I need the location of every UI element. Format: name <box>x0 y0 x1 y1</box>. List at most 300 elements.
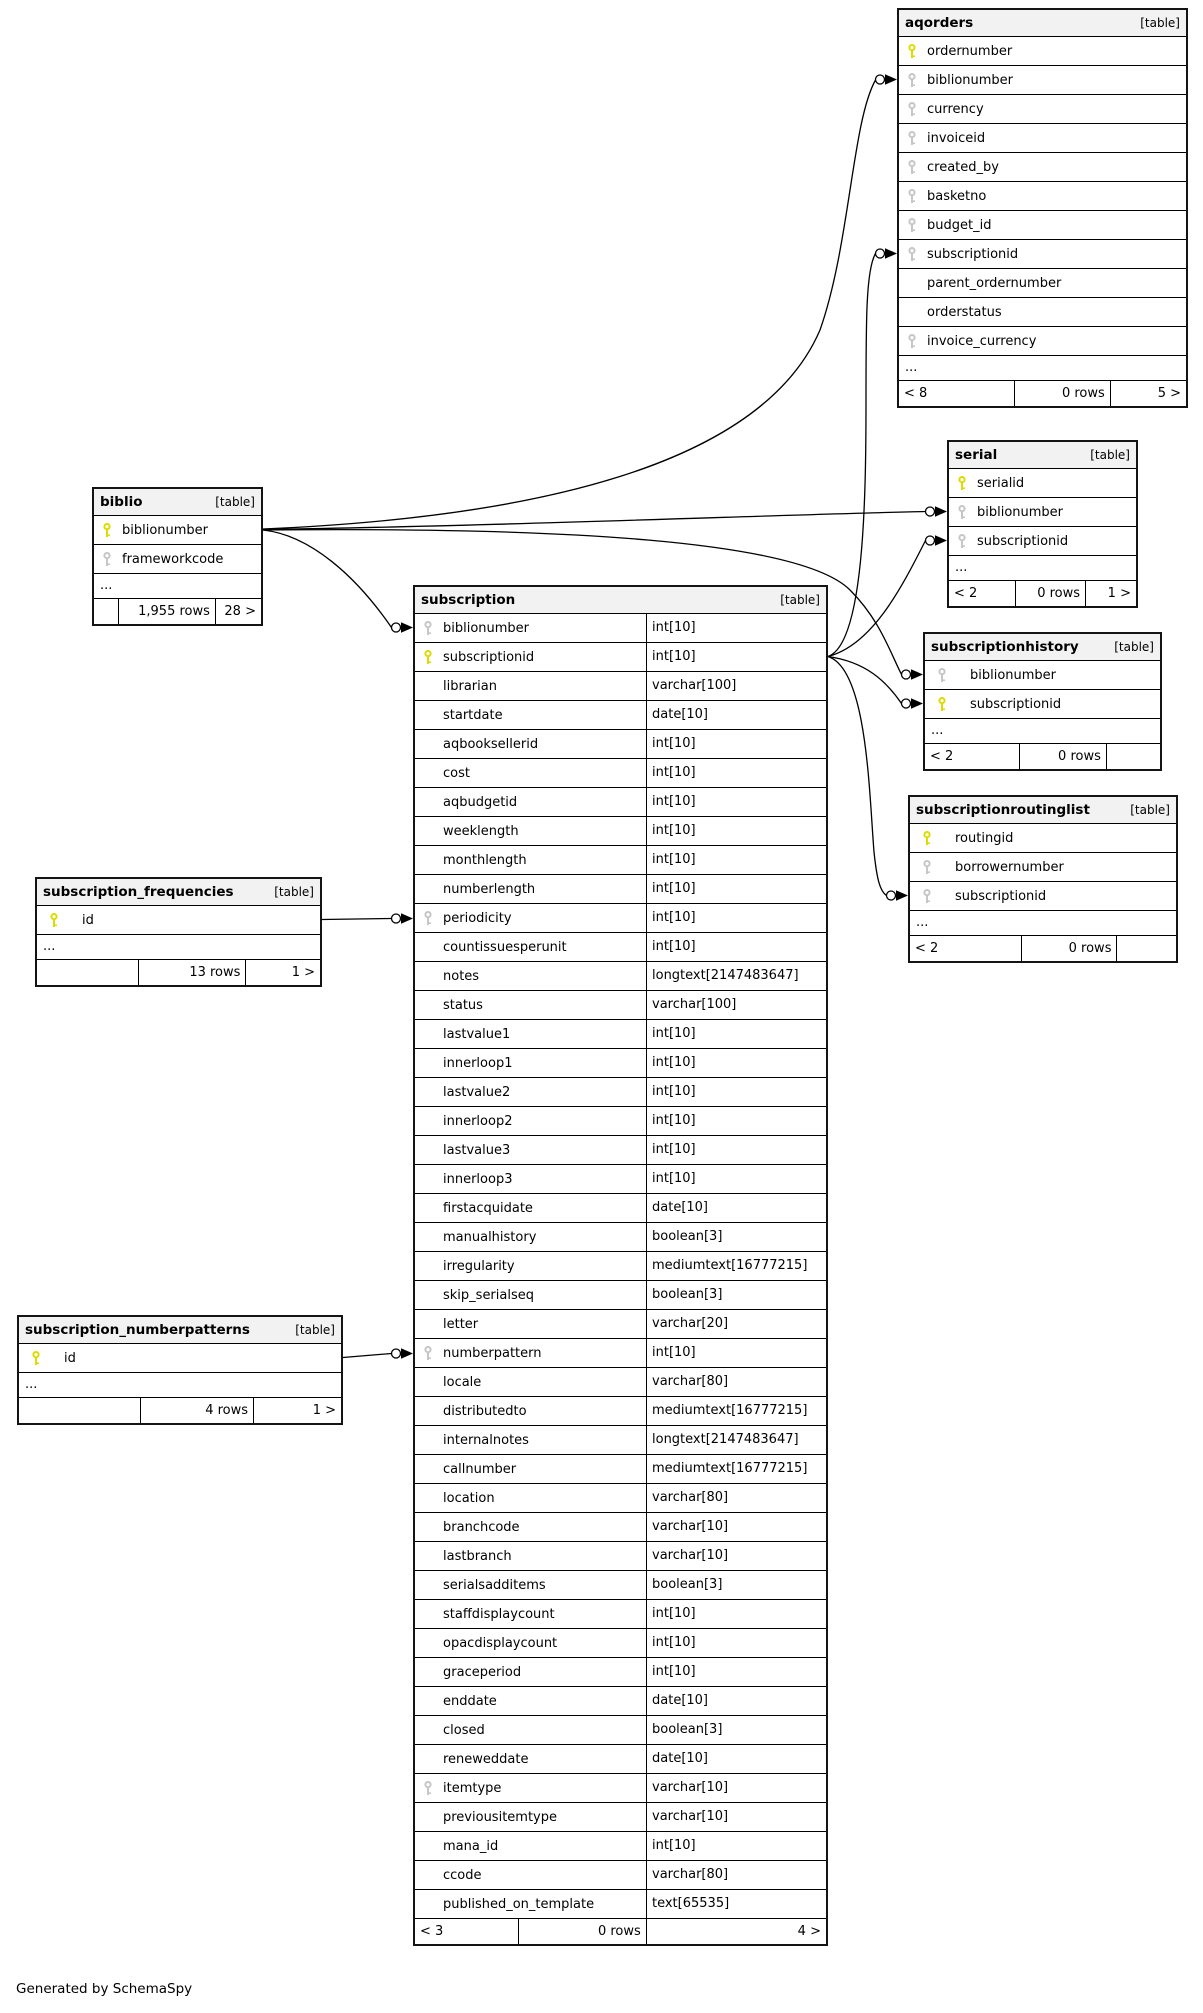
column-name: subscriptionid <box>955 888 1047 904</box>
column-name: internalnotes <box>443 1432 529 1448</box>
column-type: longtext[2147483647] <box>646 962 826 990</box>
column-row <box>415 1513 826 1542</box>
table-tag: [table] <box>1090 448 1130 462</box>
column-row <box>949 498 1136 527</box>
column-name: lastvalue1 <box>443 1026 511 1042</box>
table-name[interactable]: subscriptionroutinglist <box>916 802 1090 818</box>
footer-parents-count: 4 > <box>797 1924 821 1939</box>
column-row <box>415 1832 826 1861</box>
column-name: ccode <box>443 1867 482 1883</box>
table-subscription_numberpatterns <box>17 1315 343 1425</box>
arrowhead-icon <box>885 74 897 84</box>
column-row <box>415 1629 826 1658</box>
column-row <box>415 1310 826 1339</box>
column-row <box>899 327 1186 356</box>
column-name: biblionumber <box>970 667 1057 683</box>
column-type: varchar[80] <box>646 1484 826 1512</box>
column-row <box>899 298 1186 327</box>
column-row <box>415 1397 826 1426</box>
table-header <box>949 442 1136 469</box>
column-name: biblionumber <box>443 620 530 636</box>
column-name: location <box>443 1490 495 1506</box>
table-subscription <box>413 585 828 1946</box>
column-name: lastbranch <box>443 1548 512 1564</box>
column-name: distributedto <box>443 1403 527 1419</box>
relationship-line <box>263 80 876 529</box>
table-footer <box>37 960 320 985</box>
column-type: int[10] <box>646 817 826 845</box>
zero-many-circle-icon <box>392 914 401 923</box>
footer-row-count: 4 rows <box>141 1398 254 1423</box>
column-name: biblionumber <box>977 504 1064 520</box>
column-row <box>949 527 1136 556</box>
column-row <box>415 643 826 672</box>
column-row <box>415 730 826 759</box>
footer-children-count: < 2 <box>925 744 1020 769</box>
footer-row-count: 13 rows <box>139 960 247 985</box>
table-header <box>910 797 1176 824</box>
column-row <box>415 1078 826 1107</box>
column-type: int[10] <box>646 1339 826 1367</box>
column-name: routingid <box>955 830 1014 846</box>
foreign-key-icon <box>422 621 434 636</box>
column-type: varchar[100] <box>646 991 826 1019</box>
column-name: enddate <box>443 1693 497 1709</box>
column-type: int[10] <box>646 1078 826 1106</box>
column-type: varchar[80] <box>646 1368 826 1396</box>
column-name: invoiceid <box>927 130 986 146</box>
arrowhead-icon <box>401 913 413 923</box>
column-type: int[10] <box>646 1136 826 1164</box>
column-row <box>415 904 826 933</box>
column-name: notes <box>443 968 480 984</box>
more-columns-ellipsis: ... <box>925 719 1160 744</box>
column-row <box>415 788 826 817</box>
more-columns-ellipsis: ... <box>949 556 1136 581</box>
column-name: id <box>82 912 94 928</box>
column-row <box>899 66 1186 95</box>
column-name: ordernumber <box>927 43 1013 59</box>
column-type: int[10] <box>646 1600 826 1628</box>
foreign-key-icon <box>422 1781 434 1796</box>
table-header <box>925 634 1160 661</box>
footer-row-count: 0 rows <box>519 1919 647 1944</box>
more-columns-ellipsis: ... <box>899 356 1186 381</box>
column-row <box>415 1223 826 1252</box>
column-row <box>415 1687 826 1716</box>
column-type: mediumtext[16777215] <box>646 1397 826 1425</box>
foreign-key-icon <box>422 911 434 926</box>
table-name[interactable]: subscription <box>421 592 516 608</box>
column-name: closed <box>443 1722 485 1738</box>
column-row <box>415 1136 826 1165</box>
column-name: callnumber <box>443 1461 517 1477</box>
zero-many-circle-icon <box>876 249 885 258</box>
column-row <box>415 875 826 904</box>
primary-key-icon <box>48 913 60 928</box>
column-type: varchar[80] <box>646 1861 826 1889</box>
column-row <box>415 1484 826 1513</box>
table-name[interactable]: subscriptionhistory <box>931 639 1079 655</box>
primary-key-icon <box>936 697 948 712</box>
column-row <box>899 269 1186 298</box>
footer-children-count <box>94 599 119 624</box>
zero-many-circle-icon <box>392 623 401 632</box>
column-row <box>415 759 826 788</box>
column-row <box>94 516 261 545</box>
primary-key-icon <box>956 476 968 491</box>
table-name[interactable]: serial <box>955 447 998 463</box>
table-tag: [table] <box>274 885 314 899</box>
footer-row-count: 0 rows <box>1022 936 1118 961</box>
column-type: int[10] <box>646 846 826 874</box>
relationship-line <box>322 919 392 920</box>
footer-children-count: < 2 <box>910 936 1022 961</box>
column-row <box>19 1344 341 1373</box>
column-row <box>415 1165 826 1194</box>
column-row <box>899 37 1186 66</box>
column-name: manualhistory <box>443 1229 537 1245</box>
column-name: monthlength <box>443 852 527 868</box>
column-row <box>899 153 1186 182</box>
foreign-key-icon <box>906 334 918 349</box>
relationship-line <box>263 530 392 628</box>
primary-key-icon <box>101 523 113 538</box>
column-name: published_on_template <box>443 1896 595 1912</box>
foreign-key-icon <box>921 860 933 875</box>
column-name: lastvalue3 <box>443 1142 511 1158</box>
table-header <box>899 10 1186 37</box>
foreign-key-icon <box>906 102 918 117</box>
column-name: aqbudgetid <box>443 794 518 810</box>
column-type: date[10] <box>646 701 826 729</box>
table-name[interactable]: aqorders <box>905 15 974 31</box>
column-type: int[10] <box>646 614 826 642</box>
column-name: countissuesperunit <box>443 939 567 955</box>
column-type: boolean[3] <box>646 1281 826 1309</box>
column-name: aqbooksellerid <box>443 736 539 752</box>
column-name: basketno <box>927 188 987 204</box>
column-name: subscriptionid <box>970 696 1062 712</box>
column-row <box>415 614 826 643</box>
table-header <box>94 489 261 516</box>
column-row <box>415 991 826 1020</box>
column-name: biblionumber <box>927 72 1014 88</box>
column-row <box>415 1542 826 1571</box>
primary-key-icon <box>906 44 918 59</box>
footer-parents-count <box>1107 744 1160 769</box>
foreign-key-icon <box>101 552 113 567</box>
column-name: branchcode <box>443 1519 520 1535</box>
column-name: serialsadditems <box>443 1577 546 1593</box>
table-name[interactable]: subscription_frequencies <box>43 884 234 900</box>
arrowhead-icon <box>401 1348 413 1358</box>
relationship-line <box>828 541 926 657</box>
column-name: subscriptionid <box>443 649 535 665</box>
column-type: boolean[3] <box>646 1571 826 1599</box>
column-type: date[10] <box>646 1194 826 1222</box>
column-type: int[10] <box>646 730 826 758</box>
column-row <box>910 824 1176 853</box>
column-name: lastvalue2 <box>443 1084 511 1100</box>
column-type: int[10] <box>646 1165 826 1193</box>
column-type: varchar[10] <box>646 1803 826 1831</box>
column-type: longtext[2147483647] <box>646 1426 826 1454</box>
arrowhead-icon <box>935 506 947 516</box>
column-name: firstacquidate <box>443 1200 533 1216</box>
column-type: int[10] <box>646 1658 826 1686</box>
column-row <box>925 690 1160 719</box>
table-footer <box>94 599 261 624</box>
column-name: reneweddate <box>443 1751 529 1767</box>
zero-many-circle-icon <box>392 1349 401 1358</box>
footer-parents-count: 28 > <box>224 604 256 619</box>
footer-parents-count: 5 > <box>1157 386 1181 401</box>
column-type: varchar[10] <box>646 1542 826 1570</box>
table-subscriptionroutinglist <box>908 795 1178 963</box>
column-name: subscriptionid <box>977 533 1069 549</box>
column-name: innerloop2 <box>443 1113 513 1129</box>
column-name: numberlength <box>443 881 536 897</box>
more-columns-ellipsis: ... <box>19 1373 341 1398</box>
column-type: int[10] <box>646 759 826 787</box>
column-type: int[10] <box>646 1832 826 1860</box>
table-footer <box>415 1919 826 1944</box>
column-type: int[10] <box>646 788 826 816</box>
column-row <box>415 1049 826 1078</box>
primary-key-icon <box>422 650 434 665</box>
column-type: mediumtext[16777215] <box>646 1455 826 1483</box>
column-name: numberpattern <box>443 1345 542 1361</box>
footer-parents-count: 1 > <box>1107 586 1131 601</box>
column-type: date[10] <box>646 1745 826 1773</box>
foreign-key-icon <box>906 73 918 88</box>
footer-children-count <box>37 960 139 985</box>
zero-many-circle-icon <box>926 507 935 516</box>
column-name: orderstatus <box>927 304 1002 320</box>
column-row <box>415 1281 826 1310</box>
column-type: text[65535] <box>646 1890 826 1918</box>
column-name: previousitemtype <box>443 1809 557 1825</box>
column-name: innerloop1 <box>443 1055 513 1071</box>
column-name: subscriptionid <box>927 246 1019 262</box>
column-row <box>415 962 826 991</box>
column-name: librarian <box>443 678 497 694</box>
column-row <box>415 1252 826 1281</box>
table-serial <box>947 440 1138 608</box>
zero-many-circle-icon <box>902 670 911 679</box>
primary-key-icon <box>921 831 933 846</box>
column-row <box>925 661 1160 690</box>
column-row <box>415 1455 826 1484</box>
table-footer <box>19 1398 341 1423</box>
table-footer <box>899 381 1186 406</box>
column-row <box>415 1774 826 1803</box>
column-name: invoice_currency <box>927 333 1037 349</box>
zero-many-circle-icon <box>887 891 896 900</box>
column-name: skip_serialseq <box>443 1287 534 1303</box>
column-type: int[10] <box>646 904 826 932</box>
column-name: opacdisplaycount <box>443 1635 558 1651</box>
column-name: graceperiod <box>443 1664 522 1680</box>
column-row <box>415 1107 826 1136</box>
table-footer <box>910 936 1176 961</box>
column-row <box>415 1861 826 1890</box>
column-name: currency <box>927 101 984 117</box>
relationship-line <box>263 512 926 530</box>
column-row <box>910 853 1176 882</box>
table-tag: [table] <box>1140 16 1180 30</box>
column-row <box>415 672 826 701</box>
table-name[interactable]: subscription_numberpatterns <box>25 1322 250 1338</box>
foreign-key-icon <box>906 218 918 233</box>
arrowhead-icon <box>401 622 413 632</box>
foreign-key-icon <box>956 534 968 549</box>
column-type: int[10] <box>646 1049 826 1077</box>
table-tag: [table] <box>1114 640 1154 654</box>
column-name: id <box>64 1350 76 1366</box>
foreign-key-icon <box>936 668 948 683</box>
column-name: irregularity <box>443 1258 515 1274</box>
column-row <box>415 1194 826 1223</box>
zero-many-circle-icon <box>926 536 935 545</box>
arrowhead-icon <box>935 535 947 545</box>
footer-children-count <box>19 1398 141 1423</box>
column-row <box>415 1426 826 1455</box>
column-type: varchar[20] <box>646 1310 826 1338</box>
column-row <box>910 882 1176 911</box>
table-aqorders <box>897 8 1188 408</box>
column-name: periodicity <box>443 910 512 926</box>
table-name[interactable]: biblio <box>100 494 143 510</box>
table-footer <box>949 581 1136 606</box>
table-header <box>415 587 826 614</box>
column-row <box>415 846 826 875</box>
footer-row-count: 1,955 rows <box>119 599 216 624</box>
column-row <box>37 906 320 935</box>
zero-many-circle-icon <box>902 699 911 708</box>
column-name: locale <box>443 1374 482 1390</box>
column-row <box>899 124 1186 153</box>
table-tag: [table] <box>780 593 820 607</box>
arrowhead-icon <box>896 890 908 900</box>
column-row <box>94 545 261 574</box>
column-row <box>415 1658 826 1687</box>
column-type: mediumtext[16777215] <box>646 1252 826 1280</box>
column-type: int[10] <box>646 1020 826 1048</box>
relationship-line <box>828 657 887 896</box>
column-row <box>415 1600 826 1629</box>
column-row <box>899 211 1186 240</box>
column-type: int[10] <box>646 643 826 671</box>
more-columns-ellipsis: ... <box>910 911 1176 936</box>
footer-parents-count: 1 > <box>312 1403 336 1418</box>
footer-row-count: 0 rows <box>1015 381 1111 406</box>
column-type: date[10] <box>646 1687 826 1715</box>
table-footer <box>925 744 1160 769</box>
column-row <box>899 95 1186 124</box>
table-tag: [table] <box>295 1323 335 1337</box>
foreign-key-icon <box>906 131 918 146</box>
column-name: innerloop3 <box>443 1171 513 1187</box>
column-row <box>415 933 826 962</box>
arrowhead-icon <box>911 698 923 708</box>
column-type: boolean[3] <box>646 1223 826 1251</box>
column-type: varchar[10] <box>646 1774 826 1802</box>
column-name: budget_id <box>927 217 992 233</box>
relationship-line <box>343 1354 392 1358</box>
generated-by-label: Generated by SchemaSpy <box>16 1981 193 1997</box>
column-name: staffdisplaycount <box>443 1606 555 1622</box>
column-name: frameworkcode <box>122 551 224 567</box>
column-name: weeklength <box>443 823 519 839</box>
column-name: borrowernumber <box>955 859 1064 875</box>
column-name: startdate <box>443 707 503 723</box>
column-row <box>415 1571 826 1600</box>
column-row <box>415 1020 826 1049</box>
column-name: cost <box>443 765 470 781</box>
more-columns-ellipsis: ... <box>37 935 320 960</box>
column-row <box>949 469 1136 498</box>
column-type: int[10] <box>646 1107 826 1135</box>
column-type: int[10] <box>646 875 826 903</box>
column-row <box>899 240 1186 269</box>
footer-children-count: < 2 <box>949 581 1016 606</box>
column-row <box>415 1803 826 1832</box>
primary-key-icon <box>30 1351 42 1366</box>
column-type: boolean[3] <box>646 1716 826 1744</box>
column-name: status <box>443 997 483 1013</box>
footer-parents-count: 1 > <box>291 965 315 980</box>
footer-row-count: 0 rows <box>1020 744 1106 769</box>
foreign-key-icon <box>906 247 918 262</box>
column-row <box>415 1339 826 1368</box>
column-row <box>899 182 1186 211</box>
foreign-key-icon <box>921 889 933 904</box>
column-type: varchar[10] <box>646 1513 826 1541</box>
footer-children-count: < 3 <box>415 1919 519 1944</box>
column-row <box>415 701 826 730</box>
column-name: serialid <box>977 475 1025 491</box>
foreign-key-icon <box>422 1346 434 1361</box>
table-header <box>37 879 320 906</box>
arrowhead-icon <box>911 669 923 679</box>
column-name: biblionumber <box>122 522 209 538</box>
table-header <box>19 1317 341 1344</box>
column-name: mana_id <box>443 1838 499 1854</box>
foreign-key-icon <box>906 189 918 204</box>
column-row <box>415 1745 826 1774</box>
foreign-key-icon <box>906 160 918 175</box>
table-biblio <box>92 487 263 626</box>
column-name: itemtype <box>443 1780 502 1796</box>
relationship-line <box>828 254 876 657</box>
column-row <box>415 1716 826 1745</box>
column-row <box>415 1368 826 1397</box>
arrowhead-icon <box>885 248 897 258</box>
column-row <box>415 817 826 846</box>
footer-parents-count <box>1117 936 1176 961</box>
column-name: letter <box>443 1316 479 1332</box>
column-name: created_by <box>927 159 999 175</box>
column-type: int[10] <box>646 1629 826 1657</box>
footer-children-count: < 8 <box>899 381 1015 406</box>
column-name: parent_ordernumber <box>927 275 1062 291</box>
table-tag: [table] <box>215 495 255 509</box>
table-tag: [table] <box>1130 803 1170 817</box>
table-subscriptionhistory <box>923 632 1162 771</box>
column-type: varchar[100] <box>646 672 826 700</box>
